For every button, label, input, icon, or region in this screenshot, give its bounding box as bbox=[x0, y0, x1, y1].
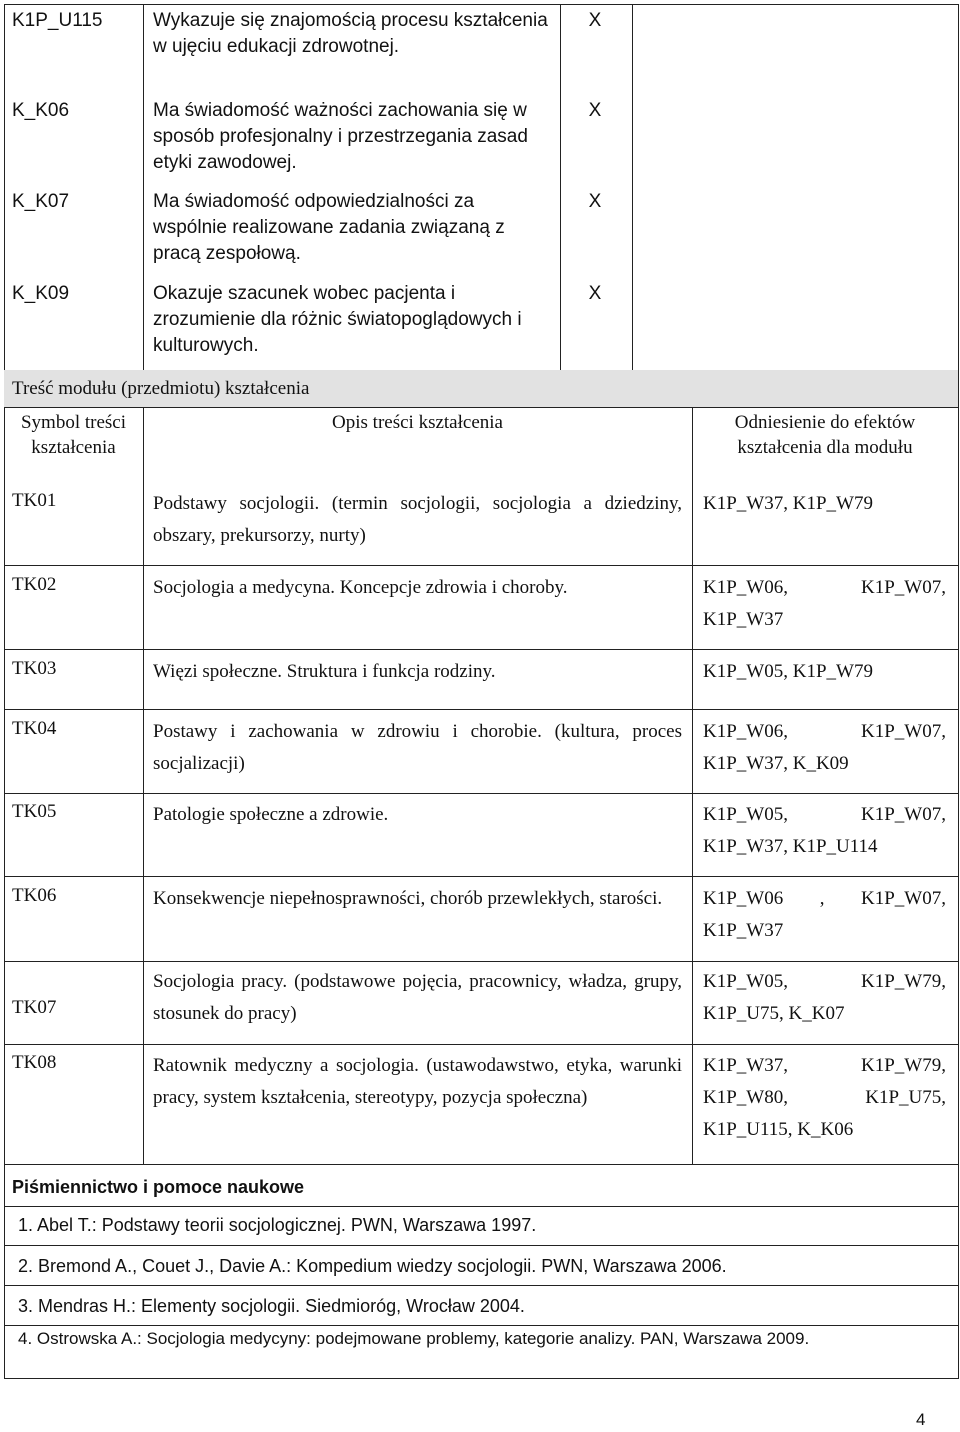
table-border bbox=[4, 4, 5, 1379]
outcome-description: Okazuje szacunek wobec pacjenta i zrozumienie dla różnic światopoglądowych i kulturowych. bbox=[153, 283, 522, 356]
content-description: Socjologia pracy. (podstawowe pojęcia, pracownicy, władza, grupy, stosunek do pracy) bbox=[153, 971, 682, 1024]
content-symbol: TK07 bbox=[12, 997, 57, 1018]
literature-item: 4. Ostrowska A.: Socjologia medycyny: podejmowane problemy, kategorie analizy. PAN, Warszawa 2009. bbox=[18, 1329, 810, 1348]
table-border bbox=[4, 1245, 959, 1246]
page-number: 4 bbox=[916, 1410, 926, 1429]
table-border bbox=[4, 961, 959, 962]
content-description: Ratownik medyczny a socjologia. (ustawodawstwo, etyka, warunki pracy, system kształcenia, stereotypy, pozycja społeczna) bbox=[153, 1055, 682, 1108]
table-border bbox=[4, 876, 959, 877]
table-border bbox=[4, 1164, 959, 1165]
content-symbol: TK03 bbox=[12, 658, 57, 679]
outcome-mark: X bbox=[588, 191, 602, 212]
content-reference: K1P_W37, K1P_W79 bbox=[703, 493, 873, 514]
literature-item: 3. Mendras H.: Elementy socjologii. Siedmioróg, Wrocław 2004. bbox=[18, 1296, 525, 1316]
content-symbol: TK08 bbox=[12, 1052, 57, 1073]
outcome-code: K_K07 bbox=[12, 191, 70, 212]
table-border bbox=[560, 4, 561, 370]
content-description: Podstawy socjologii. (termin socjologii, socjologia a dziedziny, obszary, prekursorzy, nurty) bbox=[153, 493, 682, 546]
content-description: Konsekwencje niepełnosprawności, chorób przewlekłych, starości. bbox=[153, 888, 663, 909]
table-border bbox=[4, 709, 959, 710]
table-border bbox=[143, 4, 144, 370]
table-border bbox=[4, 649, 959, 650]
content-symbol: TK02 bbox=[12, 574, 57, 595]
table-border bbox=[4, 793, 959, 794]
literature-title: Piśmiennictwo i pomoce naukowe bbox=[12, 1177, 305, 1197]
content-reference: K1P_W37, K1P_W79, K1P_W80, K1P_U75, K1P_U115, K_K06 bbox=[703, 1055, 946, 1140]
section-title: Treść modułu (przedmiotu) kształcenia bbox=[12, 378, 310, 399]
content-description: Socjologia a medycyna. Koncepcje zdrowia i choroby. bbox=[153, 577, 568, 598]
outcome-mark: X bbox=[588, 100, 602, 121]
outcome-mark: X bbox=[588, 283, 602, 304]
outcome-code: K_K09 bbox=[12, 283, 70, 304]
table-border bbox=[958, 4, 959, 1379]
content-symbol: TK06 bbox=[12, 885, 57, 906]
outcome-description: Wykazuje się znajomością procesu kształcenia w ujęciu edukacji zdrowotnej. bbox=[153, 10, 548, 57]
outcome-mark: X bbox=[588, 10, 602, 31]
outcome-code: K1P_U115 bbox=[12, 10, 103, 31]
content-description: Więzi społeczne. Struktura i funkcja rodziny. bbox=[153, 661, 496, 682]
content-reference: K1P_W05, K1P_W07, K1P_W37, K1P_U114 bbox=[703, 804, 946, 857]
outcome-description: Ma świadomość ważności zachowania się w sposób profesjonalny i przestrzegania zasad etyki zawodowej. bbox=[153, 100, 528, 173]
content-description: Postawy i zachowania w zdrowiu i chorobie. (kultura, proces socjalizacji) bbox=[153, 721, 682, 774]
outcome-code: K_K06 bbox=[12, 100, 70, 121]
table-border bbox=[692, 407, 693, 1164]
content-description: Patologie społeczne a zdrowie. bbox=[153, 804, 389, 825]
table-border bbox=[4, 1378, 959, 1379]
table-border bbox=[632, 4, 633, 370]
content-reference: K1P_W05, K1P_W79, K1P_U75, K_K07 bbox=[703, 971, 946, 1024]
content-reference: K1P_W06, K1P_W07, K1P_W37 bbox=[703, 577, 946, 630]
outcome-description: Ma świadomość odpowiedzialności za wspólnie realizowane zadania związaną z pracą zespołową. bbox=[153, 191, 505, 264]
content-symbol: TK05 bbox=[12, 801, 57, 822]
literature-item: 2. Bremond A., Couet J., Davie A.: Kompedium wiedzy socjologii. PWN, Warszawa 2006. bbox=[18, 1256, 727, 1276]
table-border bbox=[4, 1206, 959, 1207]
table-border bbox=[4, 1325, 959, 1326]
column-header-symbol: Symbol treści kształcenia bbox=[20, 412, 127, 458]
table-border bbox=[4, 4, 959, 5]
content-reference: K1P_W06, K1P_W07, K1P_W37, K_K09 bbox=[703, 721, 946, 774]
table-border bbox=[143, 407, 144, 1164]
content-symbol: TK04 bbox=[12, 718, 57, 739]
literature-item: 1. Abel T.: Podstawy teorii socjologicznej. PWN, Warszawa 1997. bbox=[18, 1215, 537, 1235]
table-border bbox=[4, 1044, 959, 1045]
content-symbol: TK01 bbox=[12, 490, 57, 511]
column-header-opis: Opis treści kształcenia bbox=[332, 412, 503, 433]
column-header-odniesienie: Odniesienie do efektów kształcenia dla modułu bbox=[734, 412, 916, 458]
table-border bbox=[4, 407, 959, 408]
table-border bbox=[4, 1285, 959, 1286]
content-reference: K1P_W06 , K1P_W07, K1P_W37 bbox=[703, 888, 946, 941]
content-reference: K1P_W05, K1P_W79 bbox=[703, 661, 873, 682]
table-border bbox=[4, 565, 959, 566]
